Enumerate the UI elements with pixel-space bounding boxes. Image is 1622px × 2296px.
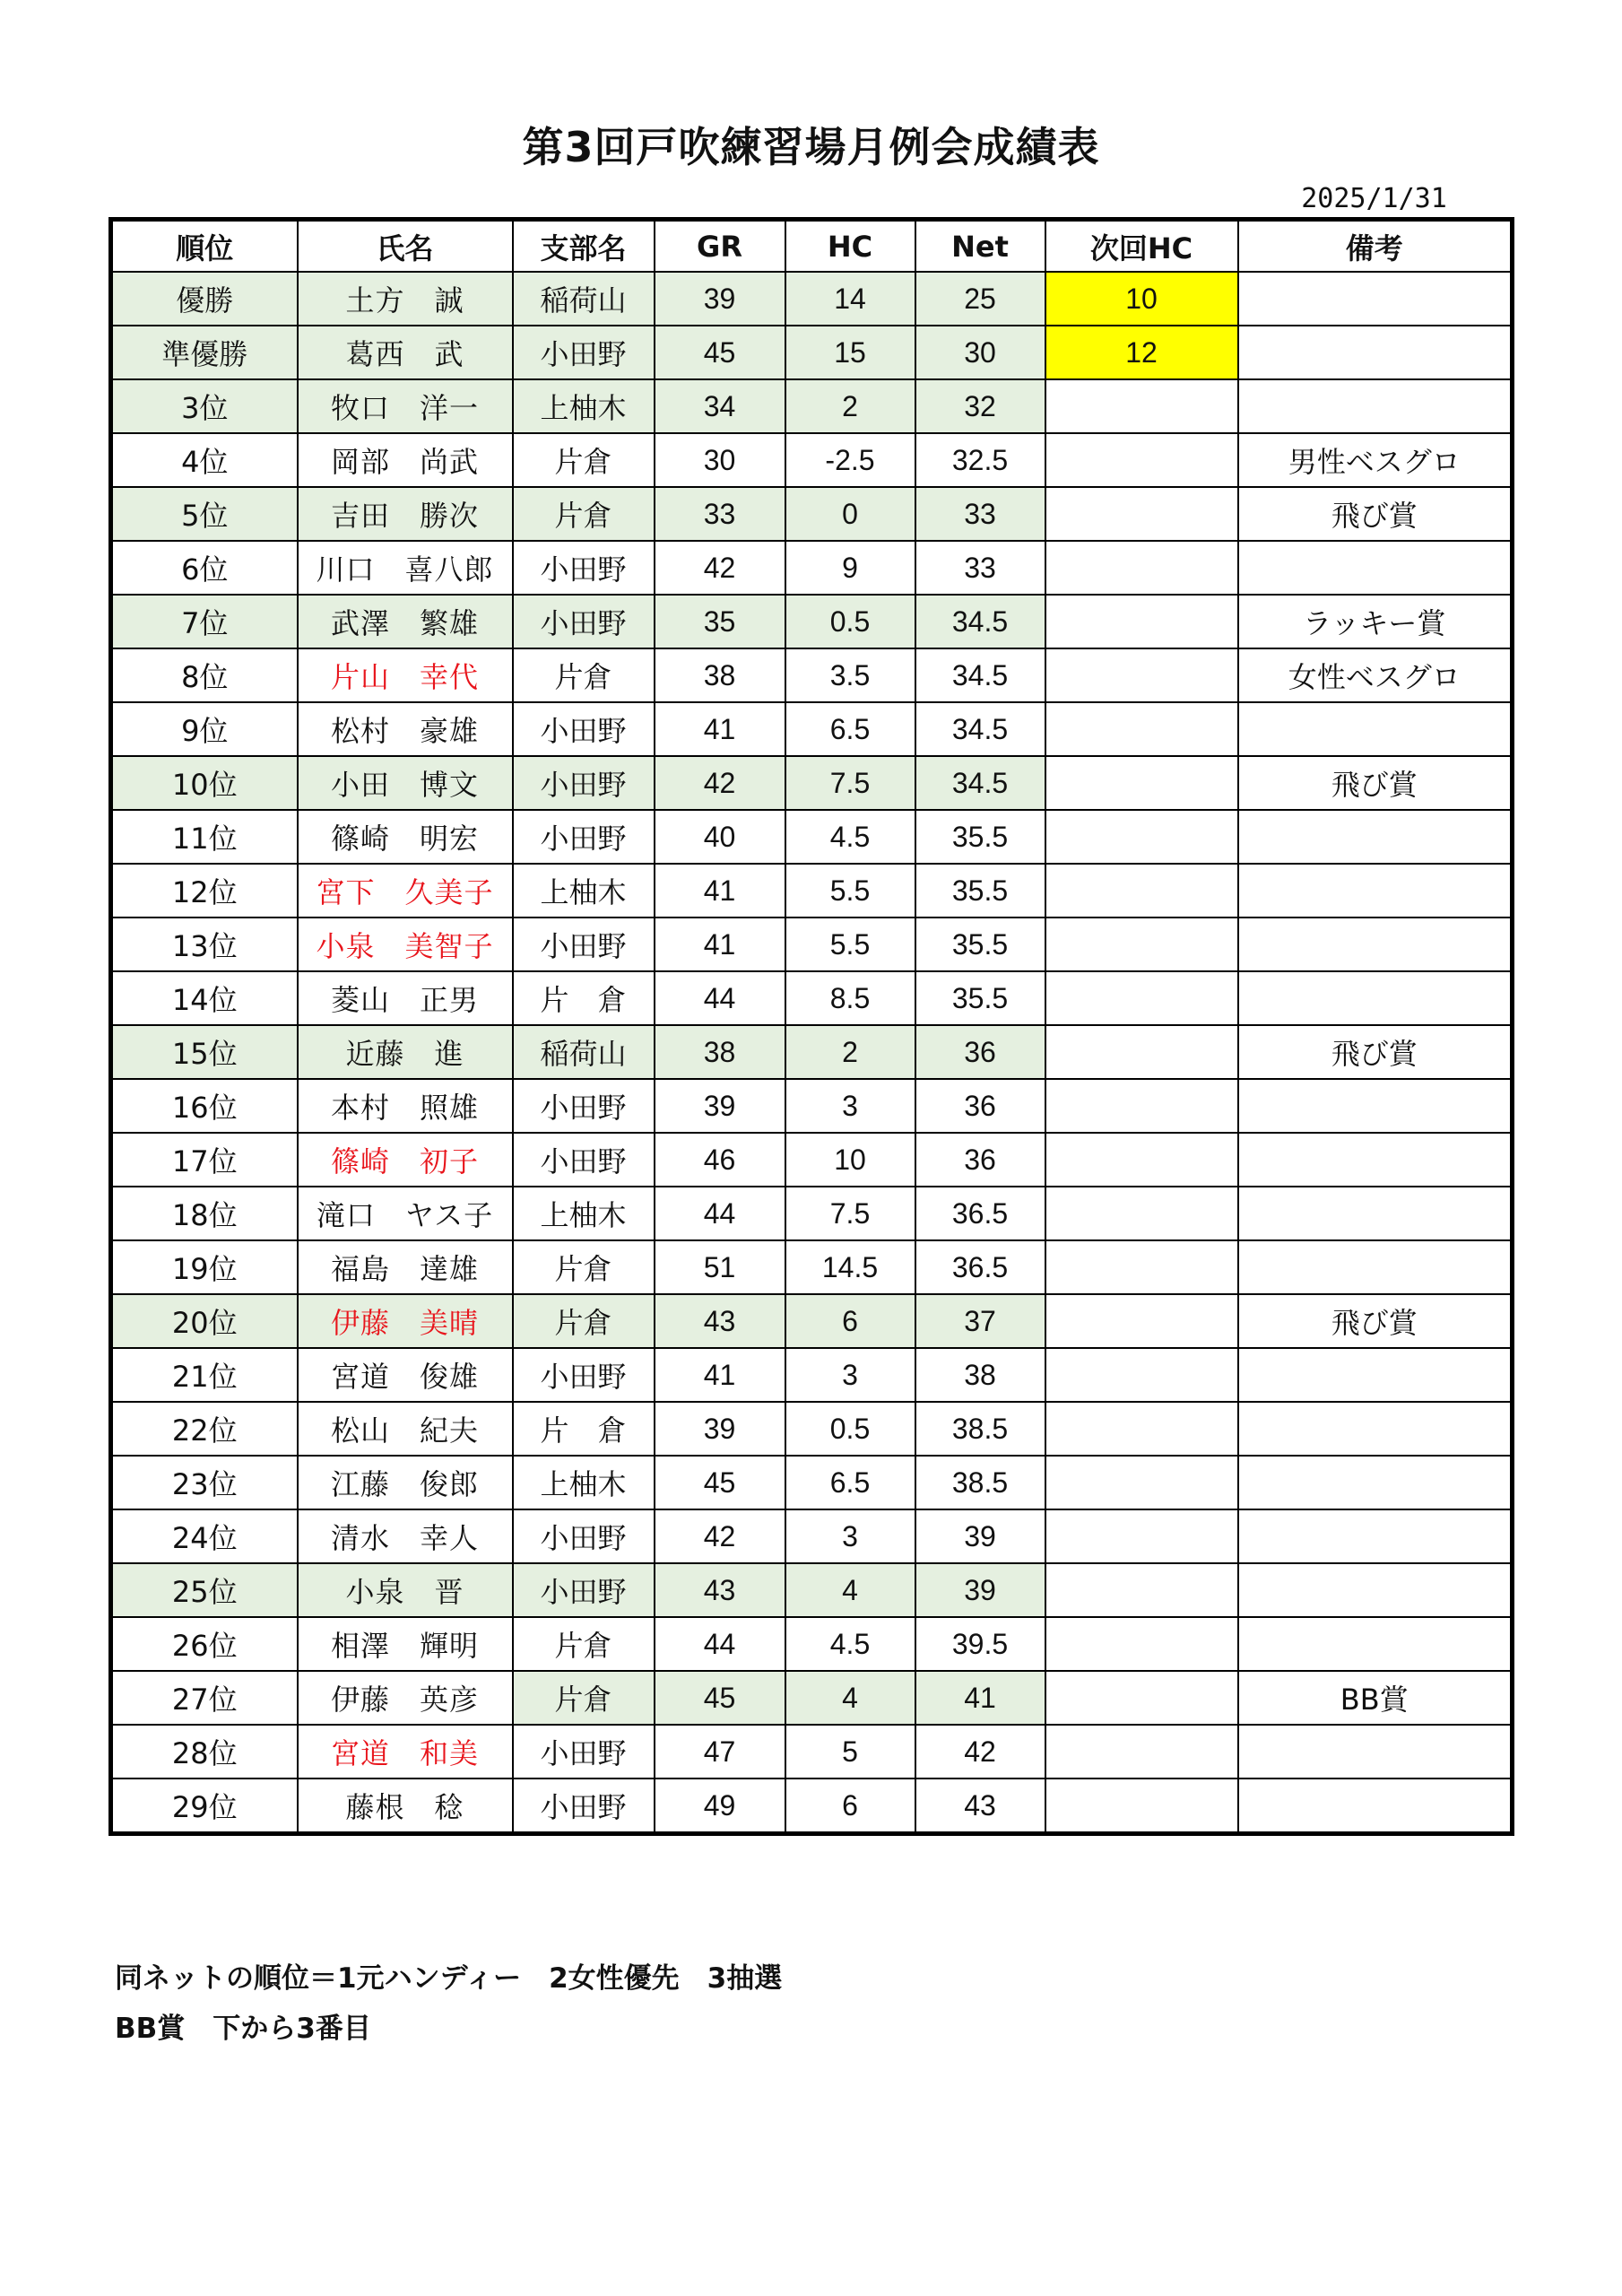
- net-cell: 34.5: [915, 648, 1045, 702]
- header-net: Net: [915, 220, 1045, 273]
- table-row: [111, 379, 1513, 433]
- name-cell: 松山 紀夫: [298, 1402, 513, 1456]
- branch-cell: 稲荷山: [513, 1025, 655, 1079]
- gr-cell: 45: [655, 326, 785, 379]
- note-cell: [1238, 1402, 1513, 1456]
- rank-cell: 12位: [111, 864, 298, 918]
- gr-cell: 45: [655, 1671, 785, 1725]
- gr-cell: 46: [655, 1133, 785, 1187]
- hc-cell: 6.5: [785, 702, 915, 756]
- table-row: [111, 1133, 1513, 1187]
- footnotes: [115, 1953, 782, 2054]
- branch-cell: 片倉: [513, 1294, 655, 1348]
- name-cell: 武澤 繁雄: [298, 595, 513, 648]
- note-cell: [1238, 541, 1513, 595]
- next-hc-cell: [1045, 1563, 1238, 1617]
- rank-cell: 21位: [111, 1348, 298, 1402]
- net-cell: 30: [915, 326, 1045, 379]
- table-row: [111, 1240, 1513, 1294]
- footnote-bb-prize: BB賞 下から3番目: [115, 2013, 371, 2045]
- branch-cell: 小田野: [513, 756, 655, 810]
- gr-cell: 38: [655, 1025, 785, 1079]
- name-cell: 葛西 武: [298, 326, 513, 379]
- gr-cell: 44: [655, 1187, 785, 1240]
- hc-cell: 3: [785, 1509, 915, 1563]
- next-hc-cell: [1045, 648, 1238, 702]
- rank-cell: 29位: [111, 1779, 298, 1834]
- rank-cell: 28位: [111, 1725, 298, 1779]
- next-hc-cell: [1045, 971, 1238, 1025]
- branch-cell: 上柚木: [513, 1456, 655, 1509]
- branch-cell: 小田野: [513, 595, 655, 648]
- results-table: [108, 217, 1514, 1836]
- rank-cell: 15位: [111, 1025, 298, 1079]
- hc-cell: 5.5: [785, 864, 915, 918]
- table-row: [111, 272, 1513, 326]
- branch-cell: 片倉: [513, 648, 655, 702]
- hc-cell: 2: [785, 1025, 915, 1079]
- rank-cell: 5位: [111, 487, 298, 541]
- note-cell: [1238, 971, 1513, 1025]
- net-cell: 34.5: [915, 756, 1045, 810]
- next-hc-cell: [1045, 1025, 1238, 1079]
- hc-cell: 8.5: [785, 971, 915, 1025]
- header-gr: GR: [655, 220, 785, 273]
- header-note: 備考: [1238, 220, 1513, 273]
- header-next-hc: 次回HC: [1045, 220, 1238, 273]
- branch-cell: 小田野: [513, 810, 655, 864]
- name-cell: 滝口 ヤス子: [298, 1187, 513, 1240]
- hc-cell: 4.5: [785, 1617, 915, 1671]
- hc-cell: 4.5: [785, 810, 915, 864]
- name-cell: 篠崎 初子: [298, 1133, 513, 1187]
- table-row: [111, 1187, 1513, 1240]
- rank-cell: 6位: [111, 541, 298, 595]
- note-cell: [1238, 810, 1513, 864]
- gr-cell: 30: [655, 433, 785, 487]
- branch-cell: 小田野: [513, 1563, 655, 1617]
- note-cell: [1238, 1617, 1513, 1671]
- branch-cell: 小田野: [513, 326, 655, 379]
- net-cell: 34.5: [915, 595, 1045, 648]
- next-hc-cell: [1045, 918, 1238, 971]
- table-row: [111, 1348, 1513, 1402]
- name-cell: 伊藤 英彦: [298, 1671, 513, 1725]
- name-cell: 川口 喜八郎: [298, 541, 513, 595]
- branch-cell: 片倉: [513, 1671, 655, 1725]
- next-hc-cell: [1045, 864, 1238, 918]
- hc-cell: 5.5: [785, 918, 915, 971]
- net-cell: 32: [915, 379, 1045, 433]
- gr-cell: 41: [655, 918, 785, 971]
- rank-cell: 準優勝: [111, 326, 298, 379]
- name-cell: 吉田 勝次: [298, 487, 513, 541]
- hc-cell: 3: [785, 1079, 915, 1133]
- note-cell: [1238, 326, 1513, 379]
- hc-cell: -2.5: [785, 433, 915, 487]
- name-cell: 本村 照雄: [298, 1079, 513, 1133]
- rank-cell: 27位: [111, 1671, 298, 1725]
- table-row: [111, 1402, 1513, 1456]
- net-cell: 32.5: [915, 433, 1045, 487]
- gr-cell: 35: [655, 595, 785, 648]
- note-cell: BB賞: [1238, 1671, 1513, 1725]
- branch-cell: 小田野: [513, 918, 655, 971]
- next-hc-cell: [1045, 702, 1238, 756]
- net-cell: 38: [915, 1348, 1045, 1402]
- name-cell: 宮下 久美子: [298, 864, 513, 918]
- next-hc-cell: [1045, 595, 1238, 648]
- rank-cell: 11位: [111, 810, 298, 864]
- next-hc-cell: [1045, 1402, 1238, 1456]
- note-cell: [1238, 1725, 1513, 1779]
- rank-cell: 24位: [111, 1509, 298, 1563]
- hc-cell: 0: [785, 487, 915, 541]
- rank-cell: 19位: [111, 1240, 298, 1294]
- table-row: [111, 595, 1513, 648]
- name-cell: 片山 幸代: [298, 648, 513, 702]
- note-cell: [1238, 702, 1513, 756]
- hc-cell: 4: [785, 1563, 915, 1617]
- hc-cell: 15: [785, 326, 915, 379]
- gr-cell: 44: [655, 1617, 785, 1671]
- table-row: [111, 971, 1513, 1025]
- hc-cell: 0.5: [785, 1402, 915, 1456]
- name-cell: 相澤 輝明: [298, 1617, 513, 1671]
- table-row: [111, 648, 1513, 702]
- table-row: [111, 326, 1513, 379]
- next-hc-cell: [1045, 433, 1238, 487]
- rank-cell: 16位: [111, 1079, 298, 1133]
- gr-cell: 45: [655, 1456, 785, 1509]
- net-cell: 35.5: [915, 810, 1045, 864]
- note-cell: [1238, 1456, 1513, 1509]
- next-hc-cell: [1045, 541, 1238, 595]
- net-cell: 39: [915, 1563, 1045, 1617]
- net-cell: 36: [915, 1079, 1045, 1133]
- table-row: [111, 1617, 1513, 1671]
- gr-cell: 41: [655, 702, 785, 756]
- name-cell: 宮道 俊雄: [298, 1348, 513, 1402]
- note-cell: 女性ベスグロ: [1238, 648, 1513, 702]
- gr-cell: 42: [655, 756, 785, 810]
- net-cell: 35.5: [915, 918, 1045, 971]
- branch-cell: 小田野: [513, 1133, 655, 1187]
- table-row: [111, 918, 1513, 971]
- gr-cell: 42: [655, 541, 785, 595]
- table-row: [111, 1456, 1513, 1509]
- rank-cell: 優勝: [111, 272, 298, 326]
- gr-cell: 42: [655, 1509, 785, 1563]
- note-cell: [1238, 1509, 1513, 1563]
- note-cell: ラッキー賞: [1238, 595, 1513, 648]
- branch-cell: 片倉: [513, 1240, 655, 1294]
- rank-cell: 9位: [111, 702, 298, 756]
- next-hc-cell: [1045, 1187, 1238, 1240]
- next-hc-cell: [1045, 1671, 1238, 1725]
- branch-cell: 上柚木: [513, 864, 655, 918]
- net-cell: 33: [915, 541, 1045, 595]
- rank-cell: 7位: [111, 595, 298, 648]
- gr-cell: 40: [655, 810, 785, 864]
- table-row: [111, 433, 1513, 487]
- gr-cell: 41: [655, 1348, 785, 1402]
- name-cell: 藤根 稔: [298, 1779, 513, 1834]
- name-cell: 宮道 和美: [298, 1725, 513, 1779]
- hc-cell: 7.5: [785, 756, 915, 810]
- net-cell: 33: [915, 487, 1045, 541]
- note-cell: [1238, 1240, 1513, 1294]
- gr-cell: 34: [655, 379, 785, 433]
- note-cell: 飛び賞: [1238, 1294, 1513, 1348]
- gr-cell: 33: [655, 487, 785, 541]
- hc-cell: 10: [785, 1133, 915, 1187]
- net-cell: 36: [915, 1133, 1045, 1187]
- table-row: [111, 1779, 1513, 1834]
- next-hc-cell: [1045, 1294, 1238, 1348]
- gr-cell: 39: [655, 1079, 785, 1133]
- rank-cell: 8位: [111, 648, 298, 702]
- note-cell: 飛び賞: [1238, 1025, 1513, 1079]
- hc-cell: 0.5: [785, 595, 915, 648]
- next-hc-cell: [1045, 1617, 1238, 1671]
- table-row: [111, 1025, 1513, 1079]
- rank-cell: 17位: [111, 1133, 298, 1187]
- hc-cell: 2: [785, 379, 915, 433]
- branch-cell: 上柚木: [513, 1187, 655, 1240]
- next-hc-cell: [1045, 756, 1238, 810]
- note-cell: [1238, 918, 1513, 971]
- header-row: [111, 220, 1513, 273]
- rank-cell: 3位: [111, 379, 298, 433]
- net-cell: 35.5: [915, 971, 1045, 1025]
- rank-cell: 4位: [111, 433, 298, 487]
- name-cell: 菱山 正男: [298, 971, 513, 1025]
- next-hc-cell: [1045, 1240, 1238, 1294]
- branch-cell: 片 倉: [513, 1402, 655, 1456]
- rank-cell: 25位: [111, 1563, 298, 1617]
- hc-cell: 4: [785, 1671, 915, 1725]
- branch-cell: 小田野: [513, 1348, 655, 1402]
- branch-cell: 稲荷山: [513, 272, 655, 326]
- net-cell: 35.5: [915, 864, 1045, 918]
- name-cell: 岡部 尚武: [298, 433, 513, 487]
- name-cell: 小田 博文: [298, 756, 513, 810]
- hc-cell: 5: [785, 1725, 915, 1779]
- table-row: [111, 756, 1513, 810]
- table-row: [111, 810, 1513, 864]
- table-row: [111, 1671, 1513, 1725]
- branch-cell: 片 倉: [513, 971, 655, 1025]
- gr-cell: 44: [655, 971, 785, 1025]
- name-cell: 福島 達雄: [298, 1240, 513, 1294]
- name-cell: 伊藤 美晴: [298, 1294, 513, 1348]
- table-row: [111, 864, 1513, 918]
- next-hc-cell: [1045, 1725, 1238, 1779]
- table-row: [111, 702, 1513, 756]
- results-body: [111, 272, 1513, 1834]
- rank-cell: 14位: [111, 971, 298, 1025]
- branch-cell: 片倉: [513, 1617, 655, 1671]
- rank-cell: 22位: [111, 1402, 298, 1456]
- net-cell: 39.5: [915, 1617, 1045, 1671]
- next-hc-cell: [1045, 1779, 1238, 1834]
- rank-cell: 10位: [111, 756, 298, 810]
- table-row: [111, 1725, 1513, 1779]
- next-hc-cell: 10: [1045, 272, 1238, 326]
- page-title: 第3回戸吹練習場月例会成績表: [522, 123, 1100, 171]
- net-cell: 36.5: [915, 1187, 1045, 1240]
- next-hc-cell: [1045, 379, 1238, 433]
- name-cell: 牧口 洋一: [298, 379, 513, 433]
- note-cell: [1238, 379, 1513, 433]
- hc-cell: 14.5: [785, 1240, 915, 1294]
- hc-cell: 14: [785, 272, 915, 326]
- gr-cell: 38: [655, 648, 785, 702]
- branch-cell: 小田野: [513, 702, 655, 756]
- name-cell: 土方 誠: [298, 272, 513, 326]
- hc-cell: 6: [785, 1779, 915, 1834]
- hc-cell: 7.5: [785, 1187, 915, 1240]
- branch-cell: 小田野: [513, 1725, 655, 1779]
- table-row: [111, 487, 1513, 541]
- footnote-tiebreak: 同ネットの順位＝1元ハンディー 2女性優先 3抽選: [115, 1962, 783, 1995]
- rank-cell: 26位: [111, 1617, 298, 1671]
- branch-cell: 片倉: [513, 433, 655, 487]
- name-cell: 小泉 美智子: [298, 918, 513, 971]
- name-cell: 近藤 進: [298, 1025, 513, 1079]
- note-cell: [1238, 1133, 1513, 1187]
- net-cell: 42: [915, 1725, 1045, 1779]
- name-cell: 江藤 俊郎: [298, 1456, 513, 1509]
- note-cell: [1238, 1779, 1513, 1834]
- header-hc: HC: [785, 220, 915, 273]
- next-hc-cell: [1045, 1348, 1238, 1402]
- note-cell: 飛び賞: [1238, 487, 1513, 541]
- branch-cell: 小田野: [513, 1079, 655, 1133]
- note-cell: 男性ベスグロ: [1238, 433, 1513, 487]
- table-row: [111, 1079, 1513, 1133]
- next-hc-cell: [1045, 1509, 1238, 1563]
- net-cell: 41: [915, 1671, 1045, 1725]
- hc-cell: 3: [785, 1348, 915, 1402]
- hc-cell: 9: [785, 541, 915, 595]
- name-cell: 清水 幸人: [298, 1509, 513, 1563]
- net-cell: 36.5: [915, 1240, 1045, 1294]
- note-cell: 飛び賞: [1238, 756, 1513, 810]
- next-hc-cell: [1045, 1133, 1238, 1187]
- report-date: 2025/1/31: [1301, 183, 1447, 214]
- net-cell: 38.5: [915, 1456, 1045, 1509]
- table-row: [111, 1509, 1513, 1563]
- net-cell: 25: [915, 272, 1045, 326]
- name-cell: 篠崎 明宏: [298, 810, 513, 864]
- gr-cell: 43: [655, 1563, 785, 1617]
- branch-cell: 小田野: [513, 1779, 655, 1834]
- name-cell: 小泉 晋: [298, 1563, 513, 1617]
- hc-cell: 6: [785, 1294, 915, 1348]
- net-cell: 43: [915, 1779, 1045, 1834]
- net-cell: 37: [915, 1294, 1045, 1348]
- next-hc-cell: [1045, 1456, 1238, 1509]
- name-cell: 松村 豪雄: [298, 702, 513, 756]
- next-hc-cell: 12: [1045, 326, 1238, 379]
- gr-cell: 47: [655, 1725, 785, 1779]
- next-hc-cell: [1045, 810, 1238, 864]
- note-cell: [1238, 272, 1513, 326]
- next-hc-cell: [1045, 1079, 1238, 1133]
- rank-cell: 23位: [111, 1456, 298, 1509]
- branch-cell: 上柚木: [513, 379, 655, 433]
- gr-cell: 49: [655, 1779, 785, 1834]
- rank-cell: 13位: [111, 918, 298, 971]
- gr-cell: 39: [655, 272, 785, 326]
- gr-cell: 39: [655, 1402, 785, 1456]
- note-cell: [1238, 864, 1513, 918]
- branch-cell: 小田野: [513, 541, 655, 595]
- net-cell: 34.5: [915, 702, 1045, 756]
- rank-cell: 20位: [111, 1294, 298, 1348]
- rank-cell: 18位: [111, 1187, 298, 1240]
- note-cell: [1238, 1348, 1513, 1402]
- table-row: [111, 1294, 1513, 1348]
- note-cell: [1238, 1187, 1513, 1240]
- net-cell: 38.5: [915, 1402, 1045, 1456]
- branch-cell: 片倉: [513, 487, 655, 541]
- table-row: [111, 541, 1513, 595]
- net-cell: 36: [915, 1025, 1045, 1079]
- header-rank: 順位: [111, 220, 298, 273]
- next-hc-cell: [1045, 487, 1238, 541]
- note-cell: [1238, 1563, 1513, 1617]
- gr-cell: 43: [655, 1294, 785, 1348]
- gr-cell: 51: [655, 1240, 785, 1294]
- note-cell: [1238, 1079, 1513, 1133]
- gr-cell: 41: [655, 864, 785, 918]
- hc-cell: 6.5: [785, 1456, 915, 1509]
- net-cell: 39: [915, 1509, 1045, 1563]
- hc-cell: 3.5: [785, 648, 915, 702]
- branch-cell: 小田野: [513, 1509, 655, 1563]
- header-branch: 支部名: [513, 220, 655, 273]
- table-row: [111, 1563, 1513, 1617]
- header-name: 氏名: [298, 220, 513, 273]
